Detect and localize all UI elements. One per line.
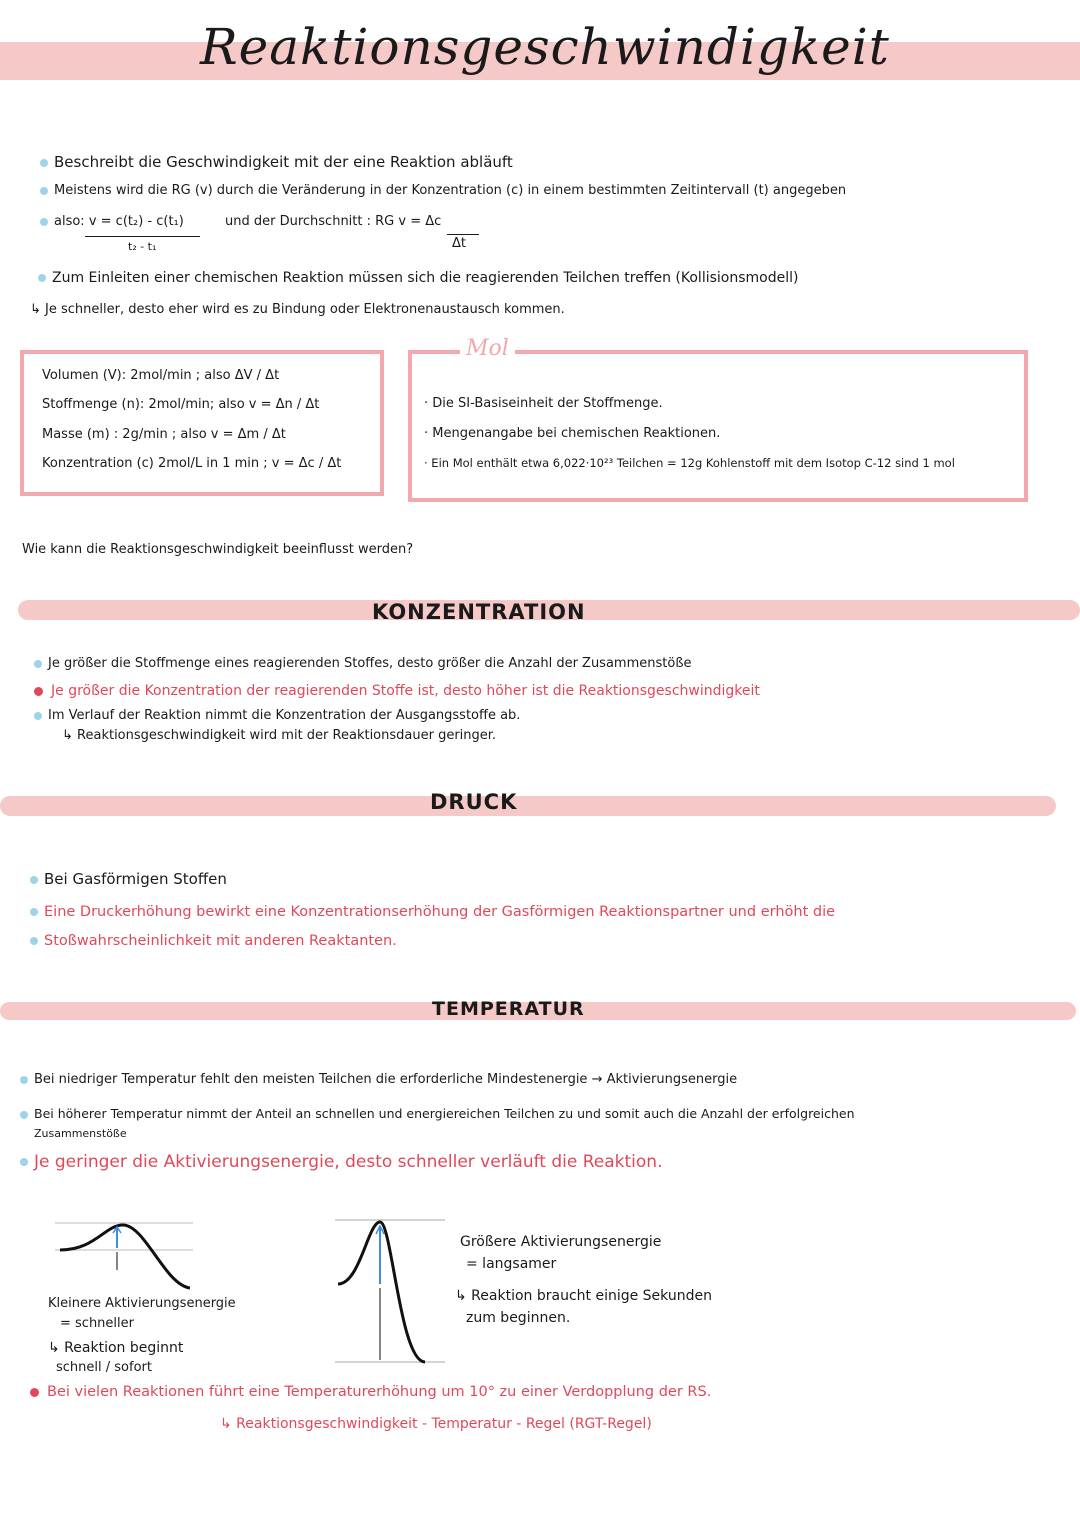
large-diagram-caption-3: ↳ Reaktion braucht einige Sekunden bbox=[455, 1288, 712, 1304]
small-diagram-caption-1: Kleinere Aktivierungsenergie bbox=[48, 1296, 236, 1311]
bullet-icon bbox=[20, 1111, 28, 1119]
bullet-icon bbox=[20, 1158, 28, 1166]
druck-band bbox=[0, 796, 1056, 816]
druck-bullet-2: Eine Druckerhöhung bewirkt eine Konzentrationserhöhung der Gasförmigen Reaktionspartner und erhöht die bbox=[30, 904, 835, 920]
mol-line-2: · Mengenangabe bei chemischen Reaktionen. bbox=[424, 426, 721, 441]
bullet-icon bbox=[30, 937, 38, 945]
intro-formula: also: v = c(t₂) - c(t₁) bbox=[40, 214, 184, 229]
bullet-icon bbox=[30, 1388, 39, 1397]
konz-bullet-3-sub: ↳ Reaktionsgeschwindigkeit wird mit der Reaktionsdauer geringer. bbox=[62, 728, 497, 743]
large-diagram-caption-1: Größere Aktivierungsenergie bbox=[460, 1234, 662, 1250]
intro-line-1: Beschreibt die Geschwindigkeit mit der eine Reaktion abläuft bbox=[40, 153, 513, 171]
druck-heading: DRUCK bbox=[430, 790, 518, 814]
large-activation-energy-diagram bbox=[330, 1212, 450, 1372]
units-masse: Masse (m) : 2g/min ; also v = Δm / Δt bbox=[42, 427, 286, 442]
bullet-icon bbox=[34, 687, 43, 696]
bullet-icon bbox=[40, 187, 48, 195]
formula-fraction-bar-2 bbox=[447, 234, 479, 235]
bullet-icon bbox=[30, 908, 38, 916]
konz-bullet-3: Im Verlauf der Reaktion nimmt die Konzentration der Ausgangsstoffe ab. bbox=[34, 708, 520, 723]
small-diagram-caption-2: = schneller bbox=[60, 1316, 134, 1331]
question: Wie kann die Reaktionsgeschwindigkeit beeinflusst werden? bbox=[22, 542, 414, 557]
druck-bullet-1: Bei Gasförmigen Stoffen bbox=[30, 870, 227, 888]
temp-bullet-1: Bei niedriger Temperatur fehlt den meisten Teilchen die erforderliche Mindestenergie → Aktivierungsenergie bbox=[20, 1072, 737, 1087]
druck-bullet-3: Stoßwahrscheinlichkeit mit anderen Reaktanten. bbox=[30, 933, 397, 949]
units-volume: Volumen (V): 2mol/min ; also ΔV / Δt bbox=[42, 368, 280, 383]
rgt-sub: ↳ Reaktionsgeschwindigkeit - Temperatur - Regel (RGT-Regel) bbox=[220, 1416, 652, 1432]
page-title: Reaktionsgeschwindigkeit bbox=[200, 18, 890, 76]
konz-bullet-1: Je größer die Stoffmenge eines reagierenden Stoffes, desto größer die Anzahl der Zusammenstöße bbox=[34, 656, 692, 671]
small-diagram-caption-4: schnell / sofort bbox=[56, 1360, 152, 1375]
bullet-icon bbox=[34, 660, 42, 668]
formula-denominator-2: Δt bbox=[452, 236, 466, 251]
units-stoffmenge: Stoffmenge (n): 2mol/min; also v = Δn / Δt bbox=[42, 397, 320, 412]
mol-label: Mol bbox=[460, 336, 515, 361]
temp-bullet-2b: Zusammenstöße bbox=[34, 1127, 127, 1140]
temperatur-heading: TEMPERATUR bbox=[432, 998, 585, 1020]
bullet-icon bbox=[30, 876, 38, 884]
units-konzentration: Konzentration (c) 2mol/L in 1 min ; v = Δc / Δt bbox=[42, 456, 342, 471]
konzentration-heading: KONZENTRATION bbox=[372, 600, 586, 624]
mol-line-1: · Die SI-Basiseinheit der Stoffmenge. bbox=[424, 396, 663, 411]
small-activation-energy-diagram bbox=[55, 1215, 195, 1295]
small-diagram-caption-3: ↳ Reaktion beginnt bbox=[48, 1340, 184, 1356]
intro-line-2: Meistens wird die RG (v) durch die Veränderung in der Konzentration (c) in einem bestimmten Zeitintervall (t) angegeben bbox=[40, 183, 846, 198]
large-diagram-caption-2: = langsamer bbox=[466, 1256, 557, 1272]
temp-bullet-2: Bei höherer Temperatur nimmt der Anteil an schnellen und energiereichen Teilchen zu und somit auch die Anzahl der erfolgreichen bbox=[20, 1106, 855, 1121]
mol-line-3: · Ein Mol enthält etwa 6,022·10²³ Teilchen = 12g Kohlenstoff mit dem Isotop C-12 sind 1 mol bbox=[424, 456, 955, 470]
collision-line: Zum Einleiten einer chemischen Reaktion müssen sich die reagierenden Teilchen treffen (Kollisionsmodell) bbox=[38, 270, 798, 286]
large-diagram-caption-4: zum beginnen. bbox=[466, 1310, 571, 1326]
formula-denominator: t₂ - t₁ bbox=[128, 240, 157, 253]
konz-bullet-2: Je größer die Konzentration der reagierenden Stoffe ist, desto höher ist die Reaktionsgeschwindigkeit bbox=[34, 683, 760, 699]
bullet-icon bbox=[40, 159, 48, 167]
temp-bullet-3: Je geringer die Aktivierungsenergie, desto schneller verläuft die Reaktion. bbox=[20, 1152, 662, 1172]
bullet-icon bbox=[20, 1076, 28, 1084]
bullet-icon bbox=[34, 712, 42, 720]
bullet-icon bbox=[38, 274, 46, 282]
formula-fraction-bar bbox=[85, 236, 200, 237]
collision-sub: ↳ Je schneller, desto eher wird es zu Bindung oder Elektronenaustausch kommen. bbox=[30, 302, 565, 317]
rgt-line: Bei vielen Reaktionen führt eine Temperaturerhöhung um 10° zu einer Verdopplung der RS. bbox=[30, 1384, 711, 1400]
formula-average: und der Durchschnitt : RG v = Δc bbox=[225, 214, 442, 229]
bullet-icon bbox=[40, 218, 48, 226]
